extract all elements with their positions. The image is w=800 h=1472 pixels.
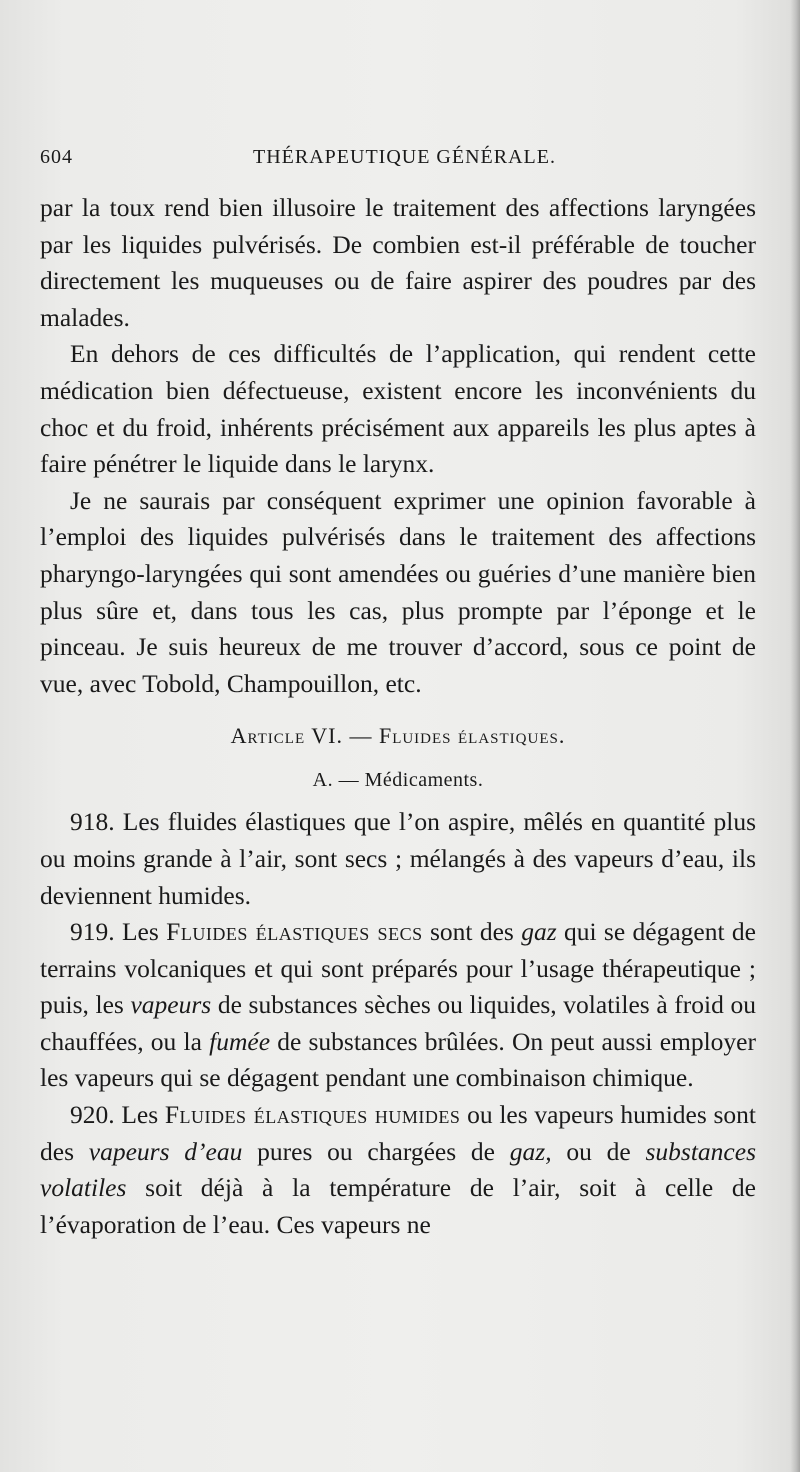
italic-term: vapeurs d’eau [88, 1136, 243, 1166]
body-text [40, 190, 756, 1243]
paragraph: En dehors de ces difficultés de l’application, qui rendent cette médication bien défectueuse, existent encore les inconvénients du choc et du froid, inhérents précisément aux appareils les plus aptes à faire pénétrer le liquide dans le larynx. [40, 339, 756, 479]
paragraph-number: 918. [70, 807, 115, 837]
text-run: Les [114, 917, 167, 947]
italic-term: substances volatiles [40, 1136, 756, 1203]
paragraph-continued: par la toux rend bien illusoire le traitement des affections laryngées par les liquides pulvérisés. De combien est-il préférable de toucher directement les muqueuses ou de faire aspirer des poudres par des malades. [40, 193, 756, 332]
small-caps-term: Fluides élastiques humides [164, 1100, 461, 1130]
text-run: Les [114, 1100, 165, 1130]
page-spine-shadow [790, 0, 800, 1472]
paragraph-text: Les fluides élastiques que l’on aspire, mêlés en quantité plus ou moins grande à l’air, sont secs ; mélangés à des vapeurs d’eau, ils deviennent humides. [40, 807, 756, 910]
paragraph-919 [40, 914, 756, 1097]
text-run: de substances sèches ou liquides, volatiles à froid ou chauffées, ou la [40, 990, 756, 1056]
paragraph-number: 920. [70, 1100, 115, 1130]
paragraph-918 [40, 804, 756, 914]
paragraph-920 [40, 1097, 756, 1243]
text-run: ou de [551, 1136, 646, 1166]
italic-term: vapeurs [130, 990, 212, 1020]
paragraph-number: 919. [70, 917, 115, 947]
running-header [40, 146, 760, 176]
article-heading: Article VI. — Fluides élastiques. [230, 723, 566, 749]
text-run: de substances brûlées. On peut aussi employer les vapeurs qui se dégagent pendant une combinaison chimique. [40, 1026, 756, 1093]
italic-term: gaz, [509, 1136, 552, 1166]
italic-term: gaz [521, 917, 557, 947]
page-number: 604 [40, 146, 73, 168]
text-run: sont des [422, 917, 522, 947]
small-caps-term: Fluides élastiques secs [166, 917, 423, 947]
section-heading: A. — Médicaments. [312, 769, 484, 792]
text-run: ou les vapeurs humides sont des [40, 1100, 756, 1166]
italic-term: fumée [209, 1026, 271, 1056]
paragraph: Je ne saurais par conséquent exprimer une opinion favorable à l’emploi des liquides pulvérisés dans le traitement des affections pharyngo-laryngées qui sont amendées ou guéries d’une manière bien plus sûre et, dans tous les cas, plus prompte par l’éponge et le pinceau. Je suis heureux de me trouver d’accord, sous ce point de vue, avec Tobold, Champouillon, etc. [40, 485, 756, 698]
text-run: qui se dégagent de terrains volcaniques et qui sont préparés pour l’usage thérapeutique ; puis, les [40, 917, 757, 1020]
running-title: THÉRAPEUTIQUE GÉNÉRALE. [253, 146, 556, 168]
text-run: soit déjà à la température de l’air, soit à celle de l’évaporation de l’eau. Ces vapeurs ne [40, 1173, 756, 1239]
text-run: pures ou chargées de [242, 1136, 510, 1166]
